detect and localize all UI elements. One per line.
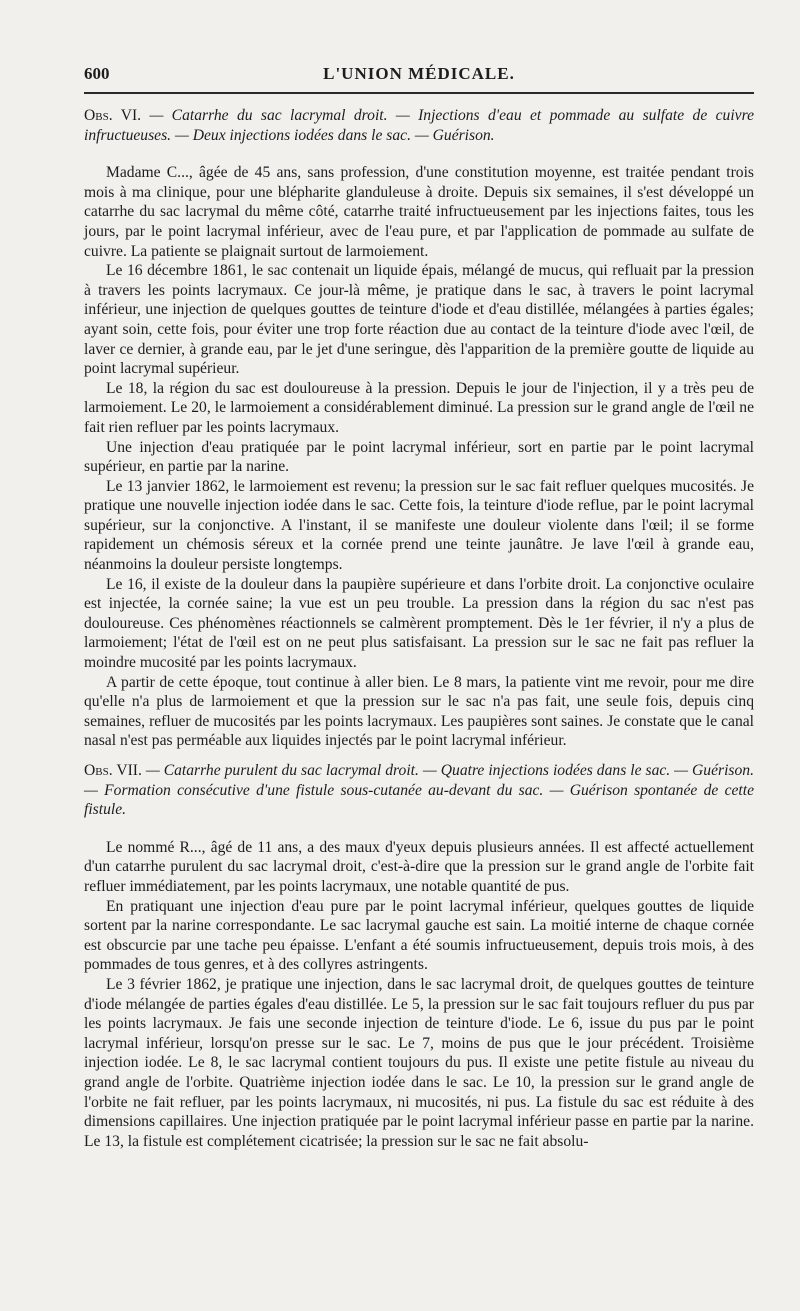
- page-number: 600: [84, 64, 110, 83]
- paragraph: Madame C..., âgée de 45 ans, sans profession, d'une constitution moyenne, est traitée pendant trois mois à ma clinique, pour une blépharite glanduleuse à droite. Depuis six semaines, il s'est développé un catarrhe du sac lacrymal du même côté, catarrhe traité infructueusement par les injections faites, tous les jours, par le point lacrymal inférieur, avec de l'eau pure, et par l'application de pommade au sulfate de cuivre. La patiente se plaignait surtout de larmoiement.: [84, 164, 754, 260]
- article-body: [84, 106, 754, 1151]
- paragraph: En pratiquant une injection d'eau pure par le point lacrymal inférieur, quelques gouttes de liquide sortent par la narine correspondante. Le sac lacrymal gauche est sain. La moitié interne de chaque cornée est obscurcie par une tache peu épaisse. L'enfant a été soumis infructueusement, depuis trois mois, à des pommades de tous genres, et à des collyres astringents.: [84, 897, 754, 974]
- observation-7-heading: [84, 761, 754, 820]
- paragraph: Le 13 janvier 1862, le larmoiement est revenu; la pression sur le sac fait refluer quelques mucosités. Je pratique une nouvelle injection iodée dans le sac. Cette fois, la teinture d'iode reflue, par le point lacrymal supérieur, sur la conjonctive. A l'instant, il se manifeste une douleur violente dans l'œil; il se forme rapidement un chémosis séreux et la cornée prend une teinte jaunâtre. Je lave l'œil à grande eau, néanmoins la douleur persiste longtemps.: [84, 477, 754, 574]
- observation-title: — Catarrhe du sac lacrymal droit. — Injections d'eau et pommade au sulfate de cuivre infructueuses. — Deux injections iodées dans le sac. — Guérison.: [84, 107, 754, 144]
- observation-label: Obs. VII.: [84, 762, 142, 779]
- paragraph: Le 3 février 1862, je pratique une injection, dans le sac lacrymal droit, de quelques gouttes de teinture d'iode mélangée de parties égales d'eau distillée. Le 5, la pression sur le sac fait toujours refluer du pus par les points lacrymaux. Je fais une seconde injection de teinture d'iode. Le 6, issue du pus par le point lacrymal inférieur, lorsqu'on presse sur le sac. Le 7, moins de pus que le jour précédent. Troisième injection iodée. Le 8, le sac lacrymal contient toujours du pus. Il existe une petite fistule au niveau du grand angle de l'orbite. Quatrième injection iodée dans le sac. Le 10, la pression sur le grand angle de l'orbite ne fait refluer, par les points lacrymaux, ni mucosités, ni pus. La fistule du sac est réduite à des dimensions capillaires. Une injection pratiquée par le point lacrymal inférieur passe en partie par la narine. Le 13, la fistule est complétement cicatrisée; la pression sur le sac ne fait absolu-: [84, 975, 754, 1150]
- journal-title: L'UNION MÉDICALE.: [323, 64, 515, 83]
- paragraph: Le nommé R..., âgé de 11 ans, a des maux d'yeux depuis plusieurs années. Il est affecté actuellement d'un catarrhe purulent du sac lacrymal droit, c'est-à-dire que la pression sur le grand angle de l'orbite fait refluer immédiatement, par les points lacrymaux, une notable quantité de pus.: [84, 838, 754, 895]
- paragraph: Le 16, il existe de la douleur dans la paupière supérieure et dans l'orbite droit. La conjonctive oculaire est injectée, la cornée saine; la vue est un peu trouble. La pression dans la région du sac n'est pas douloureuse. Ces phénomènes réactionnels se calmèrent promptement. Dès le 1er février, il n'y a plus de larmoiement; l'état de l'œil est on ne peut plus satisfaisant. La pression sur le sac ne fait pas refluer la moindre mucosité par les points lacrymaux.: [84, 575, 754, 672]
- paragraph: A partir de cette époque, tout continue à aller bien. Le 8 mars, la patiente vint me revoir, pour me dire qu'elle n'a plus de larmoiement et que la pression sur le sac n'a pas fait, une seule fois, depuis cinq semaines, refluer de mucosités par les points lacrymaux. Les paupières sont saines. Je constate que le canal nasal n'est pas perméable aux liquides injectés par le point lacrymal inférieur.: [84, 673, 754, 750]
- paragraph: Le 16 décembre 1861, le sac contenait un liquide épais, mélangé de mucus, qui refluait par la pression à travers les points lacrymaux. Ce jour-là même, je pratique dans le sac, à travers le point lacrymal inférieur, une injection de quelques gouttes de teinture d'iode et d'eau distillée, mélangées à parties égales; ayant soin, cette fois, pour éviter une trop forte réaction due au contact de la teinture d'iode avec l'œil, de laver ce dernier, à grande eau, par le jet d'une seringue, dès l'apparition de la première goutte de liquide au point lacrymal supérieur.: [84, 262, 754, 378]
- paragraph: Le 18, la région du sac est douloureuse à la pression. Depuis le jour de l'injection, il y a très peu de larmoiement. Le 20, le larmoiement a considérablement diminué. La pression sur le grand angle de l'œil ne fait rien refluer par les points lacrymaux.: [84, 379, 754, 436]
- observation-title: — Catarrhe purulent du sac lacrymal droit. — Quatre injections iodées dans le sac. — Guérison. — Formation consécutive d'une fistule sous-cutanée au-devant du sac. — Guérison spontanée de cette fistule.: [84, 762, 754, 819]
- paragraph: Une injection d'eau pratiquée par le point lacrymal inférieur, sort en partie par le point lacrymal supérieur, en partie par la narine.: [84, 438, 754, 476]
- observation-6-heading: [84, 106, 754, 145]
- observation-label: Obs. VI.: [84, 107, 142, 124]
- header-rule: [84, 92, 754, 94]
- page-header: [84, 58, 754, 90]
